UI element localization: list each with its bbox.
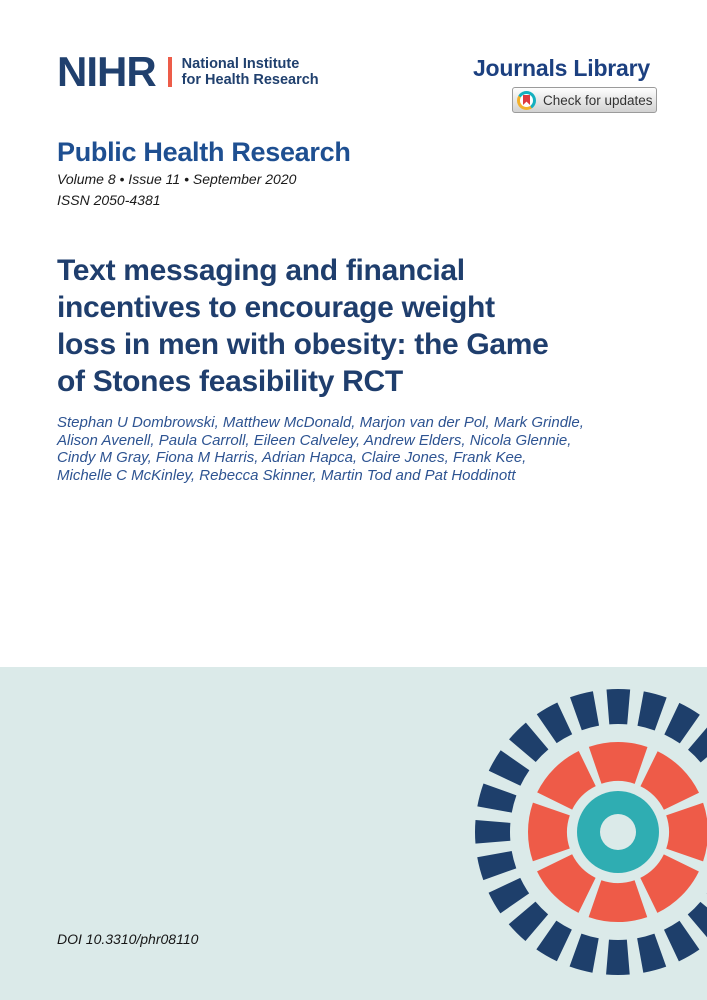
check-for-updates-label: Check for updates [543,92,653,108]
concentric-dashed-rings-graphic [453,667,707,997]
article-title [57,252,657,400]
doi-line: DOI 10.3310/phr08110 [57,931,199,947]
issn-line: ISSN 2050-4381 [57,192,161,208]
check-for-updates-button[interactable] [512,87,657,113]
author-line: Michelle C McKinley, Rebecca Skinner, Martin Tod and Pat Hoddinott [57,466,516,484]
nihr-logo [57,48,319,95]
logo-divider [168,57,172,87]
article-title-line: loss in men with obesity: the Game [57,328,549,361]
article-authors [57,414,657,484]
crossmark-icon [517,91,536,110]
nihr-logo-line2: for Health Research [181,72,319,88]
cover-bottom-band [0,667,707,1000]
issue-line: Volume 8 • Issue 11 • September 2020 [57,171,297,187]
center-hole [600,814,636,850]
journal-name: Public Health Research [57,137,351,167]
article-title-line: incentives to encourage weight [57,291,495,324]
nihr-wordmark: NIHR [57,48,156,95]
article-title-line: Text messaging and financial [57,254,465,287]
article-title-line: of Stones feasibility RCT [57,365,403,398]
journals-library-label: Journals Library [472,55,650,81]
nihr-logo-text [182,56,319,88]
author-line: Alison Avenell, Paula Carroll, Eileen Calveley, Andrew Elders, Nicola Glennie, [57,431,572,449]
author-line: Cindy M Gray, Fiona M Harris, Adrian Hapca, Claire Jones, Frank Kee, [57,449,527,467]
bookmark-icon [523,95,530,105]
author-line: Stephan U Dombrowski, Matthew McDonald, Marjon van der Pol, Mark Grindle, [57,414,584,431]
nihr-logo-line1: National Institute [181,56,300,72]
